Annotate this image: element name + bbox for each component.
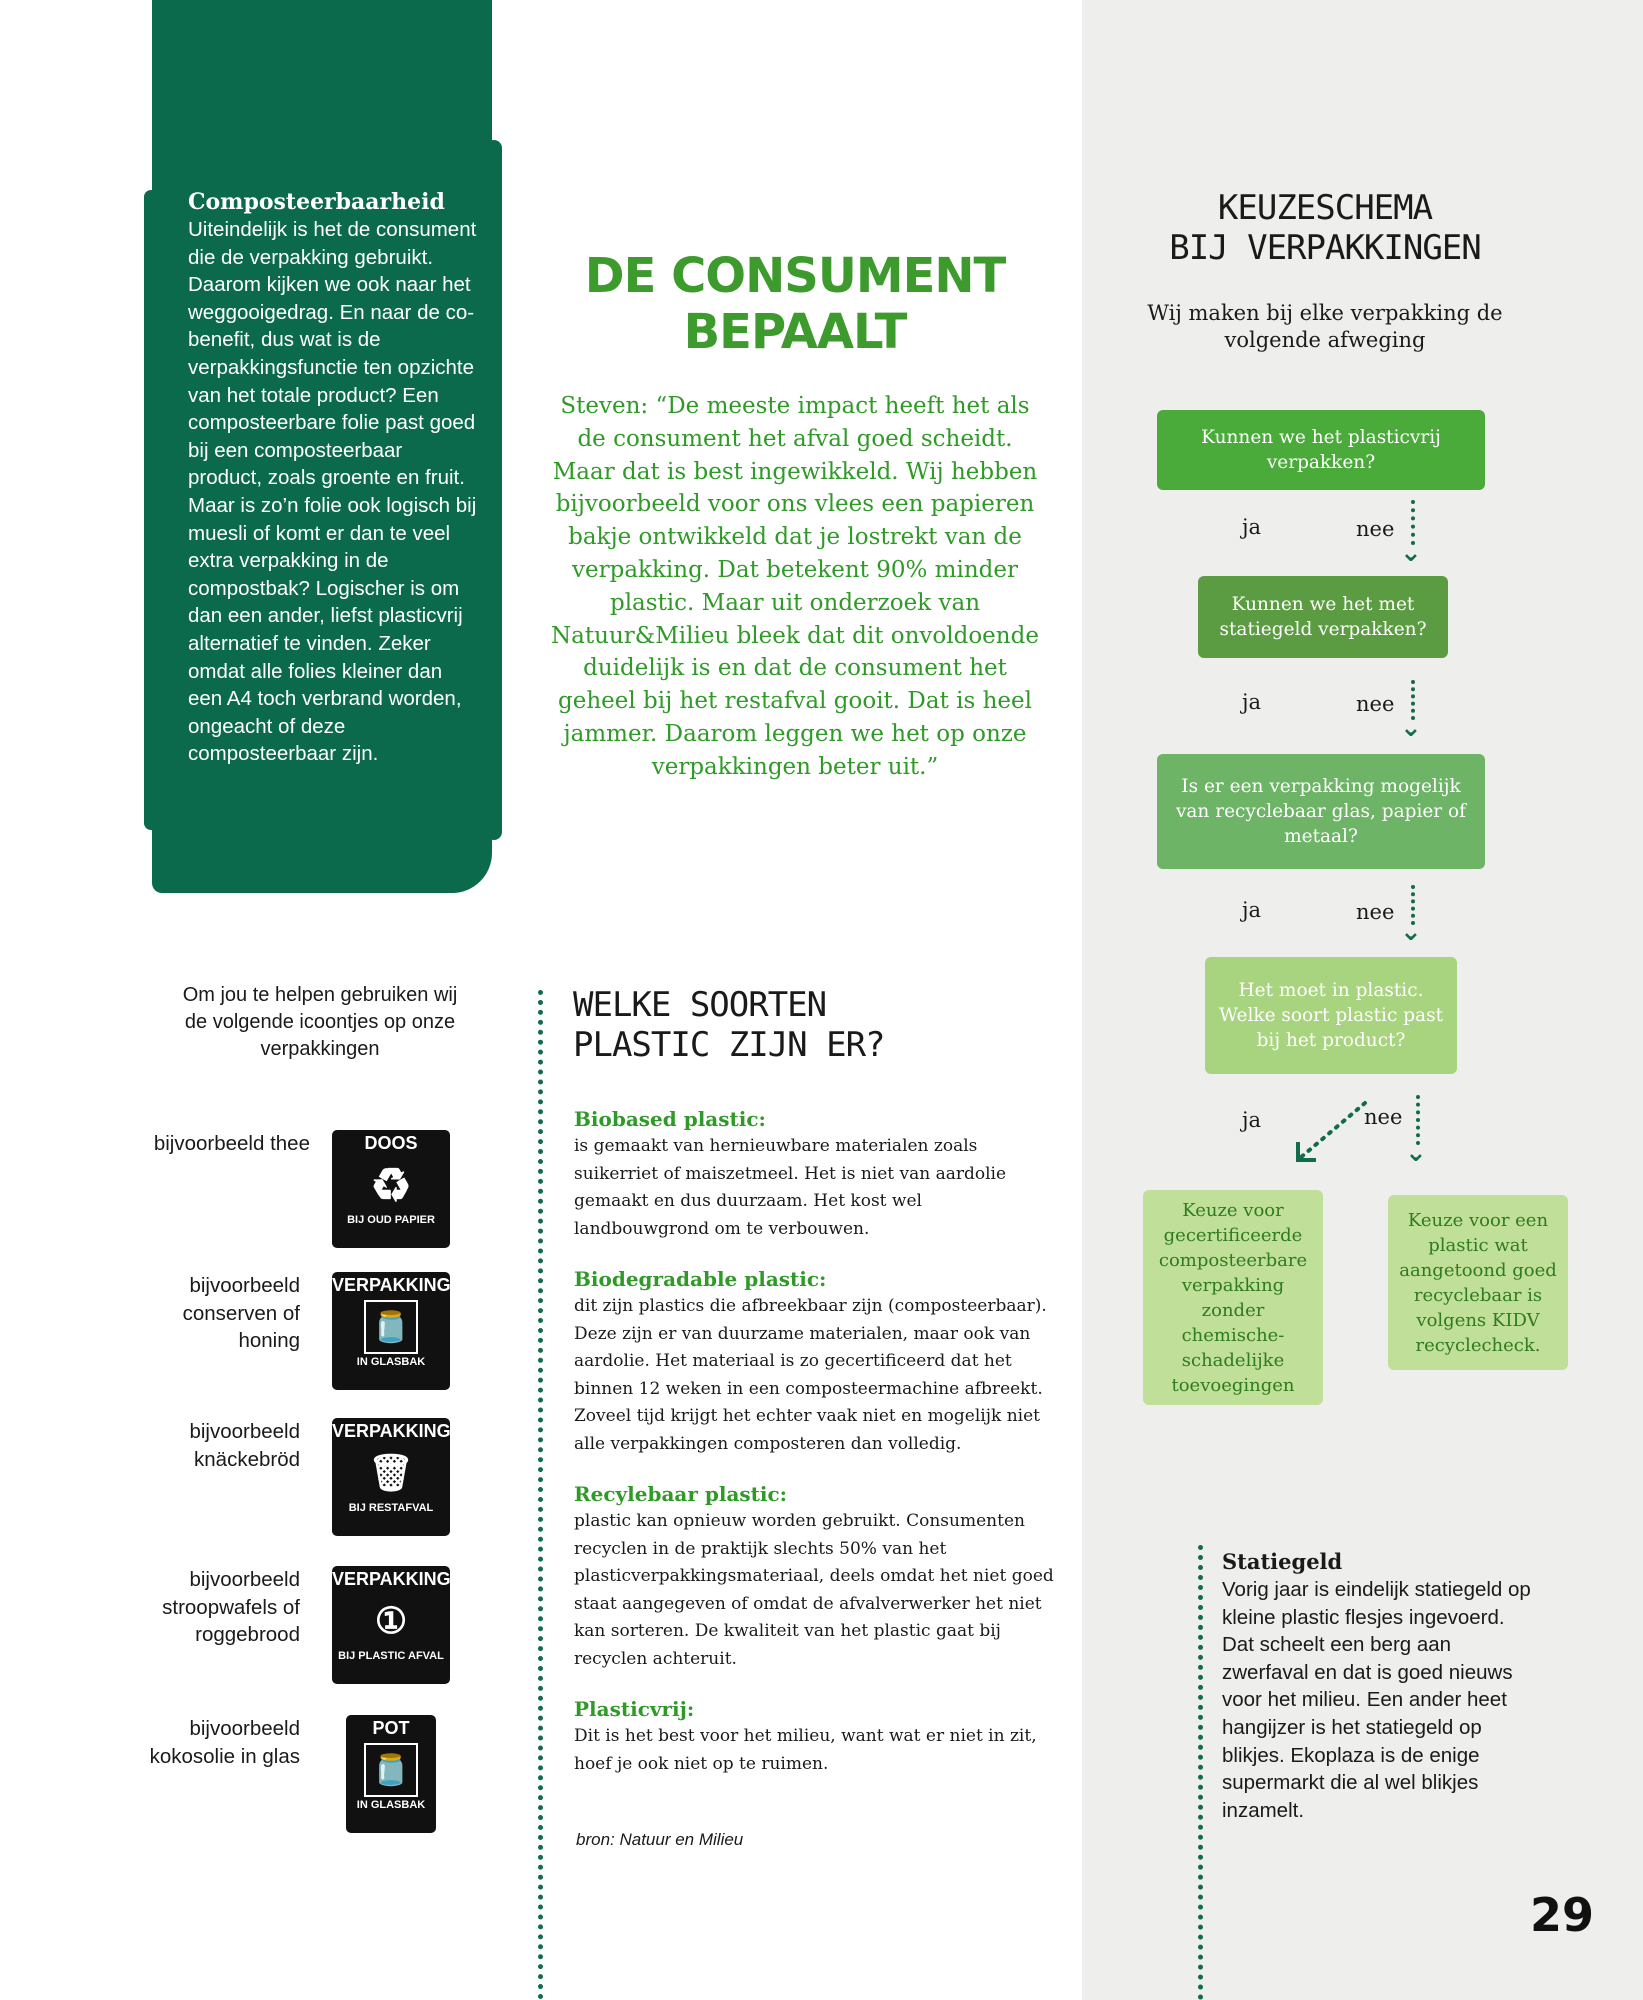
statiegeld-body: Vorig jaar is eindelijk statiegeld op kleine plastic flesjes ingevoerd. Dat scheelt een berg aan zwerfaval en dat is goed nieuws voor het milieu. Een ander heet hangijzer is het statiegeld op blikjes. Ekoplaza is de enige supermarkt die al wel blikjes inzamelt. (1222, 1578, 1531, 1822)
icon-top-label: POT (372, 1718, 410, 1738)
flow-no-4: nee (1364, 1105, 1403, 1129)
icon-row (150, 1715, 470, 1835)
type-text: plastic kan opnieuw worden gebruikt. Consumenten recyclen in de praktijk slechts 50% van het plasticverpakkingsmateriaal, deels omdat het niet goed staat aangegeven of omdat de afvalverwerker het niet kan sorteren. De kwaliteit van het plastic gaat bij recyclen achteruit. (574, 1511, 1054, 1669)
arrow-diagonal-icon (1290, 1098, 1370, 1168)
statiegeld-section (1222, 1548, 1542, 1824)
icon-symbol: ① (374, 1600, 408, 1641)
compost-body: Uiteindelijk is het de consument die de verpakking gebruikt. Daarom kijken we ook naar het weggooigedrag. En naar de co-benefit, dus wat is de verpakkingsfunctie ten opzichte van het totale product? Een composteerbare folie past goed bij een composteerbaar product, zoals groente en fruit. Maar is zo’n folie ook logisch bij muesli of komt er dan te veel extra verpakking in de compostbak? Logischer is om dan een ander, liefst plasticvrij alternatief te vinden. Zeker omdat alle folies kleiner dan een A4 toch verbrand worden, ongeacht of deze composteerbaar zijn. (188, 218, 477, 766)
headline-line1: DE CONSUMENT (584, 248, 1006, 304)
arrow-down-icon: ⌄ (1405, 1138, 1427, 1168)
icon-caption: bijvoorbeeld thee (153, 1132, 310, 1155)
icon-bottom-label: BIJ OUD PAPIER (347, 1214, 435, 1226)
glass-bin-icon (346, 1715, 436, 1833)
flow-question-2: Kunnen we het met statiegeld verpakken? (1198, 576, 1448, 658)
icon-caption: bijvoorbeeld kokosolie in glas (149, 1717, 300, 1768)
headline-line2: BEPAALT (683, 304, 907, 360)
flow-yes-4: ja (1242, 1108, 1262, 1132)
flow-no-3: nee (1356, 900, 1395, 924)
icon-bottom-label: BIJ PLASTIC AFVAL (338, 1650, 444, 1662)
headline (555, 248, 1035, 360)
flow-question-3: Is er een verpakking mogelijk van recyclebaar glas, papier of metaal? (1157, 754, 1485, 869)
icon-row (150, 1272, 470, 1392)
types-title (573, 985, 933, 1065)
plastic-bin-icon (332, 1566, 450, 1684)
icon-symbol: 🫙 (364, 1743, 418, 1797)
flow-yes-2: ja (1242, 690, 1262, 714)
type-heading: Biodegradable plastic: (574, 1267, 827, 1291)
section-divider (538, 990, 543, 2000)
icon-bottom-label: IN GLASBAK (356, 1799, 426, 1811)
icon-bottom-label: BIJ RESTAFVAL (348, 1502, 434, 1514)
flow-title-line2: BIJ VERPAKKINGEN (1169, 228, 1481, 268)
quote-text: Steven: “De meeste impact heeft het als de consument het afval goed scheidt. Maar dat is best ingewikkeld. Wij hebben bijvoorbeeld voor ons vlees een papieren bakje ontwikkeld dat je lostrekt van de verpakking. Dat betekent 90% minder plastic. Maar uit onderzoek van Natuur&Milieu bleek dat dit onvoldoende duidelijk is en dat de consument het geheel bij het restafval gooit. Dat is heel jammer. Daarom leggen we het op onze verpakkingen beter uit.” (551, 393, 1039, 780)
flow-no-2: nee (1356, 692, 1395, 716)
icon-bottom-label: IN GLASBAK (356, 1356, 426, 1368)
icon-symbol: ♻ (370, 1159, 412, 1211)
type-heading: Recylebaar plastic: (574, 1482, 788, 1506)
icon-row (150, 1130, 470, 1250)
source-note: bron: Natuur en Milieu (576, 1830, 744, 1849)
icon-caption: bijvoorbeeld knäckebröd (189, 1420, 300, 1471)
icon-top-label: VERPAKKING (332, 1569, 451, 1589)
flow-question-4: Het moet in plastic. Welke soort plastic past bij het product? (1205, 957, 1457, 1074)
arrow-down-icon: ⌄ (1400, 538, 1422, 568)
icon-symbol: 🫙 (364, 1300, 418, 1354)
type-text: Dit is het best voor het milieu, want wat er niet in zit, hoef je ook niet op te ruimen. (574, 1726, 1037, 1774)
flow-subtitle: Wij maken bij elke verpakking de volgende afweging (1147, 301, 1503, 352)
trash-bin-icon (332, 1418, 450, 1536)
plastic-types-list (574, 1105, 1054, 1800)
flow-no-1: nee (1356, 517, 1395, 541)
icon-row (150, 1566, 470, 1686)
flow-yes-3: ja (1242, 898, 1262, 922)
page-number: 29 (1530, 1888, 1595, 1942)
compost-title: Composteerbaarheid (188, 189, 445, 215)
flow-yes-1: ja (1242, 515, 1262, 539)
icon-top-label: DOOS (364, 1133, 418, 1153)
type-heading: Plasticvrij: (574, 1697, 695, 1721)
icon-symbol: 🗑 (368, 1452, 414, 1493)
type-text: dit zijn plastics die afbreekbaar zijn (composteerbaar). Deze zijn er van duurzame materialen, maar ook van aardolie. Het materiaal is zo gecertificeerd dat het binnen 12 weken in een composteermachine afbreekt. Zoveel tijd krijgt het echter vaak niet en mogelijk niet alle verpakkingen composteren dan volledig. (574, 1296, 1047, 1454)
flow-question-1: Kunnen we het plasticvrij verpakken? (1157, 410, 1485, 490)
icon-top-label: VERPAKKING (332, 1421, 451, 1441)
arrow-down-icon: ⌄ (1400, 917, 1422, 947)
icon-row (150, 1418, 470, 1538)
flow-title-line1: KEUZESCHEMA (1217, 188, 1433, 228)
type-heading: Biobased plastic: (574, 1107, 766, 1131)
types-title-line1: WELKE SOORTEN (573, 985, 827, 1025)
icons-intro: Om jou te helpen gebruiken wij de volgende icoontjes op onze verpakkingen (182, 984, 458, 1060)
types-title-line2: PLASTIC ZIJN ER? (573, 1025, 885, 1065)
flow-result-compostable: Keuze voor gecertificeerde composteerbare verpakking zonder chemische-schadelijke toevoegingen (1143, 1190, 1323, 1405)
arrow-down-icon: ⌄ (1400, 713, 1422, 743)
compost-section (188, 188, 478, 768)
flow-result-recyclable: Keuze voor een plastic wat aangetoond goed recyclebaar is volgens KIDV recyclecheck. (1388, 1195, 1568, 1370)
icon-caption: bijvoorbeeld conserven of honing (182, 1274, 300, 1352)
type-text: is gemaakt van hernieuwbare materialen zoals suikerriet of maiszetmeel. Het is niet van aardolie gemaakt en dus duurzaam. Het kost wel landbouwgrond om te verbouwen. (574, 1136, 1007, 1239)
statiegeld-title: Statiegeld (1222, 1549, 1343, 1574)
section-divider (1198, 1545, 1203, 2000)
flow-title (1160, 188, 1490, 268)
glass-bin-icon (332, 1272, 450, 1390)
recycle-icon (332, 1130, 450, 1248)
icon-top-label: VERPAKKING (332, 1275, 451, 1295)
icon-caption: bijvoorbeeld stroopwafels of roggebrood (162, 1568, 300, 1646)
